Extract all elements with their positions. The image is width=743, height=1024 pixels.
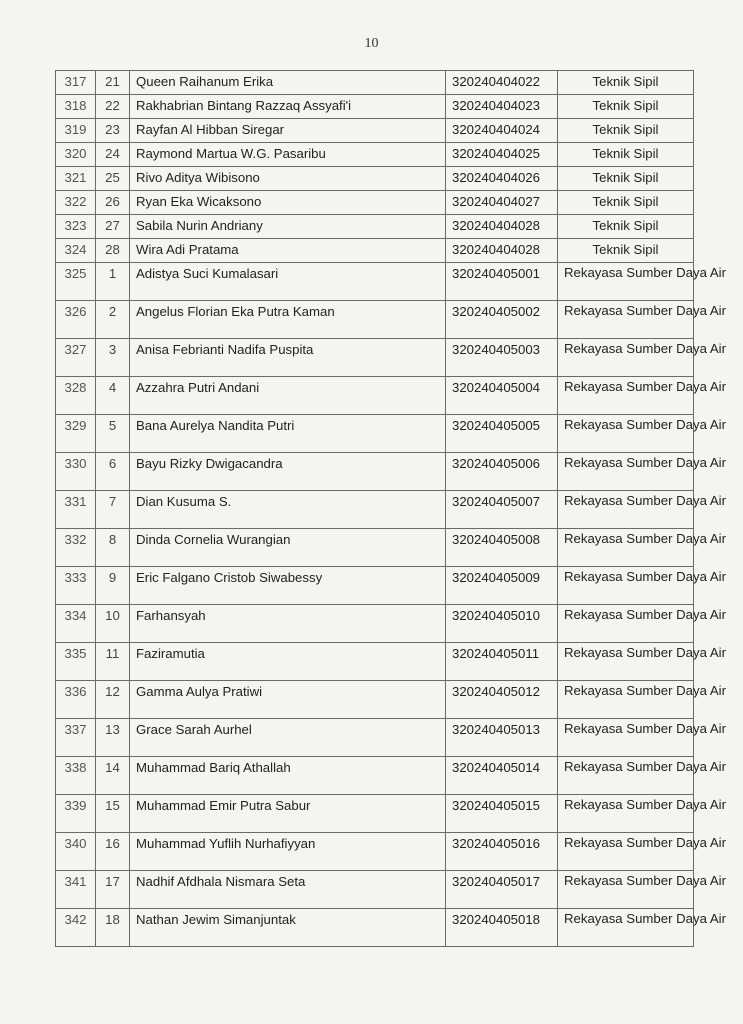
student-id-cell: 320240405012 [446,681,558,719]
table-row [56,377,694,415]
student-name-cell: Adistya Suci Kumalasari [130,263,446,301]
student-id-cell: 320240404023 [446,95,558,119]
student-id-cell: 320240405003 [446,339,558,377]
table-row [56,191,694,215]
student-table [55,70,726,947]
sub-number-cell: 15 [96,795,130,833]
row-number-cell: 335 [56,643,96,681]
sub-number-cell: 21 [96,71,130,95]
student-id-cell: 320240404022 [446,71,558,95]
student-name-cell: Raymond Martua W.G. Pasaribu [130,143,446,167]
study-program-cell: Rekayasa Sumber Daya Air [558,491,694,529]
row-number-cell: 323 [56,215,96,239]
table-row [56,833,694,871]
student-name-cell: Eric Falgano Cristob Siwabessy [130,567,446,605]
study-program-cell: Rekayasa Sumber Daya Air [558,567,694,605]
row-number-cell: 329 [56,415,96,453]
sub-number-cell: 18 [96,909,130,947]
student-name-cell: Rayfan Al Hibban Siregar [130,119,446,143]
study-program-cell: Rekayasa Sumber Daya Air [558,719,694,757]
student-id-cell: 320240405014 [446,757,558,795]
student-name-cell: Azzahra Putri Andani [130,377,446,415]
table-row [56,719,694,757]
student-name-cell: Sabila Nurin Andriany [130,215,446,239]
study-program-cell: Rekayasa Sumber Daya Air [558,605,694,643]
sub-number-cell: 14 [96,757,130,795]
student-id-cell: 320240405015 [446,795,558,833]
study-program-cell: Teknik Sipil [558,71,694,95]
student-id-cell: 320240405004 [446,377,558,415]
sub-number-cell: 5 [96,415,130,453]
table-row [56,119,694,143]
student-id-cell: 320240405005 [446,415,558,453]
student-name-cell: Wira Adi Pratama [130,239,446,263]
table-row [56,239,694,263]
study-program-cell: Rekayasa Sumber Daya Air [558,339,694,377]
student-id-cell: 320240405008 [446,529,558,567]
table-row [56,215,694,239]
sub-number-cell: 28 [96,239,130,263]
sub-number-cell: 22 [96,95,130,119]
row-number-cell: 324 [56,239,96,263]
study-program-cell: Rekayasa Sumber Daya Air [558,757,694,795]
student-name-cell: Bayu Rizky Dwigacandra [130,453,446,491]
row-number-cell: 320 [56,143,96,167]
study-program-cell: Rekayasa Sumber Daya Air [558,643,694,681]
table-row [56,143,694,167]
student-name-cell: Muhammad Bariq Athallah [130,757,446,795]
sub-number-cell: 9 [96,567,130,605]
row-number-cell: 318 [56,95,96,119]
study-program-cell: Rekayasa Sumber Daya Air [558,833,694,871]
table-row [56,567,694,605]
table-row [56,795,694,833]
sub-number-cell: 6 [96,453,130,491]
student-name-cell: Nadhif Afdhala Nismara Seta [130,871,446,909]
student-id-cell: 320240405017 [446,871,558,909]
student-name-cell: Dinda Cornelia Wurangian [130,529,446,567]
study-program-cell: Rekayasa Sumber Daya Air [558,263,694,301]
study-program-cell: Teknik Sipil [558,239,694,263]
sub-number-cell: 10 [96,605,130,643]
table-row [56,167,694,191]
student-name-cell: Nathan Jewim Simanjuntak [130,909,446,947]
student-id-cell: 320240405011 [446,643,558,681]
student-name-cell: Bana Aurelya Nandita Putri [130,415,446,453]
study-program-cell: Rekayasa Sumber Daya Air [558,871,694,909]
row-number-cell: 319 [56,119,96,143]
sub-number-cell: 24 [96,143,130,167]
row-number-cell: 325 [56,263,96,301]
study-program-cell: Teknik Sipil [558,95,694,119]
student-id-cell: 320240405009 [446,567,558,605]
sub-number-cell: 7 [96,491,130,529]
row-number-cell: 317 [56,71,96,95]
study-program-cell: Rekayasa Sumber Daya Air [558,795,694,833]
row-number-cell: 342 [56,909,96,947]
student-name-cell: Rakhabrian Bintang Razzaq Assyafi'i [130,95,446,119]
sub-number-cell: 2 [96,301,130,339]
student-id-cell: 320240405006 [446,453,558,491]
student-name-cell: Dian Kusuma S. [130,491,446,529]
student-name-cell: Rivo Aditya Wibisono [130,167,446,191]
row-number-cell: 321 [56,167,96,191]
sub-number-cell: 1 [96,263,130,301]
row-number-cell: 334 [56,605,96,643]
row-number-cell: 328 [56,377,96,415]
row-number-cell: 331 [56,491,96,529]
table-row [56,605,694,643]
student-id-cell: 320240404028 [446,215,558,239]
sub-number-cell: 13 [96,719,130,757]
student-name-cell: Muhammad Emir Putra Sabur [130,795,446,833]
student-id-cell: 320240404024 [446,119,558,143]
sub-number-cell: 4 [96,377,130,415]
student-id-cell: 320240404026 [446,167,558,191]
sub-number-cell: 26 [96,191,130,215]
student-name-cell: Angelus Florian Eka Putra Kaman [130,301,446,339]
sub-number-cell: 8 [96,529,130,567]
study-program-cell: Rekayasa Sumber Daya Air [558,301,694,339]
study-program-cell: Teknik Sipil [558,167,694,191]
row-number-cell: 339 [56,795,96,833]
table-row [56,339,694,377]
table-row [56,453,694,491]
student-name-cell: Ryan Eka Wicaksono [130,191,446,215]
sub-number-cell: 17 [96,871,130,909]
table-row [56,301,694,339]
student-name-cell: Farhansyah [130,605,446,643]
table-row [56,71,694,95]
study-program-cell: Rekayasa Sumber Daya Air [558,909,694,947]
row-number-cell: 337 [56,719,96,757]
sub-number-cell: 12 [96,681,130,719]
table-row [56,529,694,567]
page-number: 10 [364,36,379,51]
study-program-cell: Teknik Sipil [558,119,694,143]
student-id-cell: 320240405010 [446,605,558,643]
table-row [56,681,694,719]
table-row [56,415,694,453]
student-id-cell: 320240404025 [446,143,558,167]
study-program-cell: Teknik Sipil [558,215,694,239]
row-number-cell: 326 [56,301,96,339]
study-program-cell: Rekayasa Sumber Daya Air [558,453,694,491]
sub-number-cell: 25 [96,167,130,191]
row-number-cell: 338 [56,757,96,795]
row-number-cell: 332 [56,529,96,567]
student-id-cell: 320240405016 [446,833,558,871]
table-row [56,491,694,529]
student-id-cell: 320240405013 [446,719,558,757]
student-id-cell: 320240405018 [446,909,558,947]
study-program-cell: Rekayasa Sumber Daya Air [558,415,694,453]
student-name-cell: Queen Raihanum Erika [130,71,446,95]
sub-number-cell: 11 [96,643,130,681]
study-program-cell: Rekayasa Sumber Daya Air [558,377,694,415]
student-name-cell: Faziramutia [130,643,446,681]
student-name-cell: Grace Sarah Aurhel [130,719,446,757]
table-row [56,871,694,909]
student-name-cell: Anisa Febrianti Nadifa Puspita [130,339,446,377]
table-row [56,643,694,681]
table-row [56,95,694,119]
student-name-cell: Muhammad Yuflih Nurhafiyyan [130,833,446,871]
sub-number-cell: 27 [96,215,130,239]
study-program-cell: Rekayasa Sumber Daya Air [558,681,694,719]
table-body [56,71,726,947]
row-number-cell: 341 [56,871,96,909]
table-row [56,263,694,301]
row-number-cell: 322 [56,191,96,215]
row-number-cell: 330 [56,453,96,491]
student-name-cell: Gamma Aulya Pratiwi [130,681,446,719]
study-program-cell: Teknik Sipil [558,143,694,167]
student-id-cell: 320240404028 [446,239,558,263]
student-id-cell: 320240405007 [446,491,558,529]
sub-number-cell: 16 [96,833,130,871]
table-row [56,909,694,947]
row-number-cell: 336 [56,681,96,719]
study-program-cell: Teknik Sipil [558,191,694,215]
sub-number-cell: 3 [96,339,130,377]
student-id-cell: 320240405002 [446,301,558,339]
row-number-cell: 327 [56,339,96,377]
row-number-cell: 340 [56,833,96,871]
row-number-cell: 333 [56,567,96,605]
student-id-cell: 320240405001 [446,263,558,301]
sub-number-cell: 23 [96,119,130,143]
table-row [56,757,694,795]
study-program-cell: Rekayasa Sumber Daya Air [558,529,694,567]
student-id-cell: 320240404027 [446,191,558,215]
